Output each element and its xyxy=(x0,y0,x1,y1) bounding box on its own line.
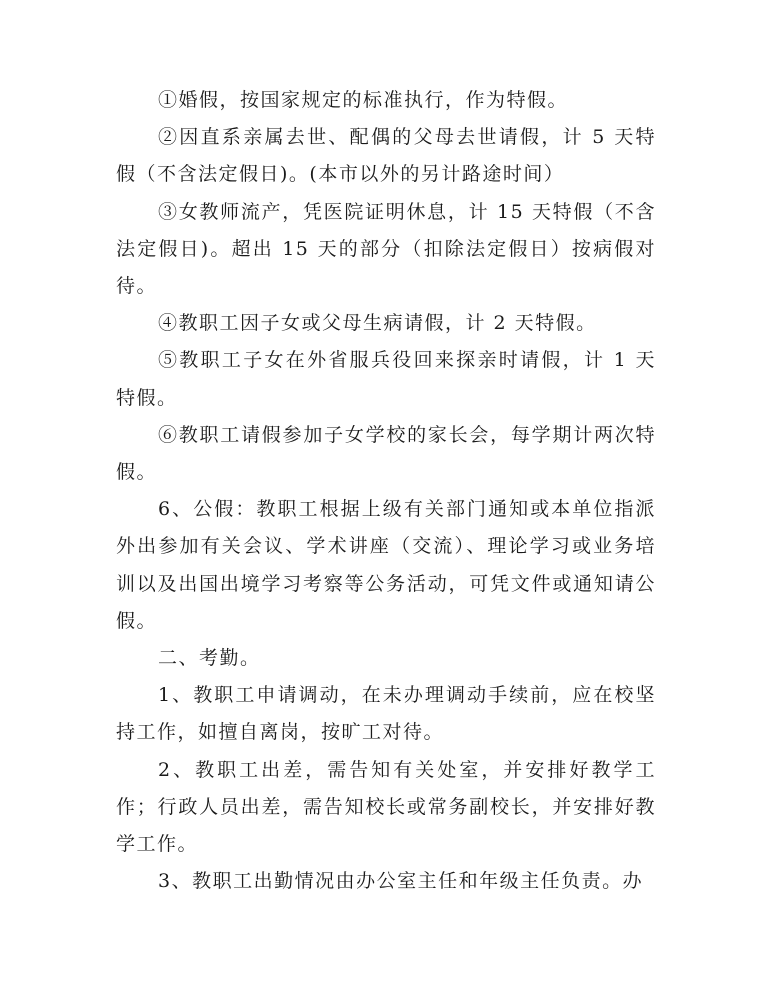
paragraph-bereavement-leave: ②因直系亲属去世、配偶的父母去世请假，计 5 天特假（不含法定假日)。(本市以外的另计路途时间） xyxy=(116,126,656,186)
paragraph-transfer-rule: 1、教职工申请调动，在未办理调动手续前，应在校坚持工作，如擅自离岗，按旷工对待。 xyxy=(116,684,656,744)
paragraph-attendance-responsibility: 3、教职工出勤情况由办公室主任和年级主任负责。办 xyxy=(158,870,644,893)
paragraph-marriage-leave: ①婚假，按国家规定的标准执行，作为特假。 xyxy=(158,89,569,111)
paragraph-business-trip-rule: 2、教职工出差，需告知有关处室，并安排好教学工作；行政人员出差，需告知校长或常务副校长，并安排好教学工作。 xyxy=(116,758,656,856)
paragraph-parent-meeting-leave: ⑥教职工请假参加子女学校的家长会，每学期计两次特假。 xyxy=(116,423,656,484)
paragraph-official-leave: 6、公假：教职工根据上级有关部门通知或本单位指派外出参加有关会议、学术讲座（交流）、理论学习或业务培训以及出国出境学习考察等公务活动，可凭文件或通知请公假。 xyxy=(116,498,656,632)
paragraph-family-illness-leave: ④教职工因子女或父母生病请假，计 2 天特假。 xyxy=(158,312,597,335)
paragraph-miscarriage-leave: ③女教师流产，凭医院证明休息，计 15 天特假（不含法定假日)。超出 15 天的部分（扣除法定假日）按病假对待。 xyxy=(116,200,656,298)
paragraph-military-visit-leave: ⑤教职工子女在外省服兵役回来探亲时请假，计 1 天特假。 xyxy=(116,349,656,409)
section-heading-attendance: 二、考勤。 xyxy=(158,647,261,670)
document-body xyxy=(116,82,656,900)
